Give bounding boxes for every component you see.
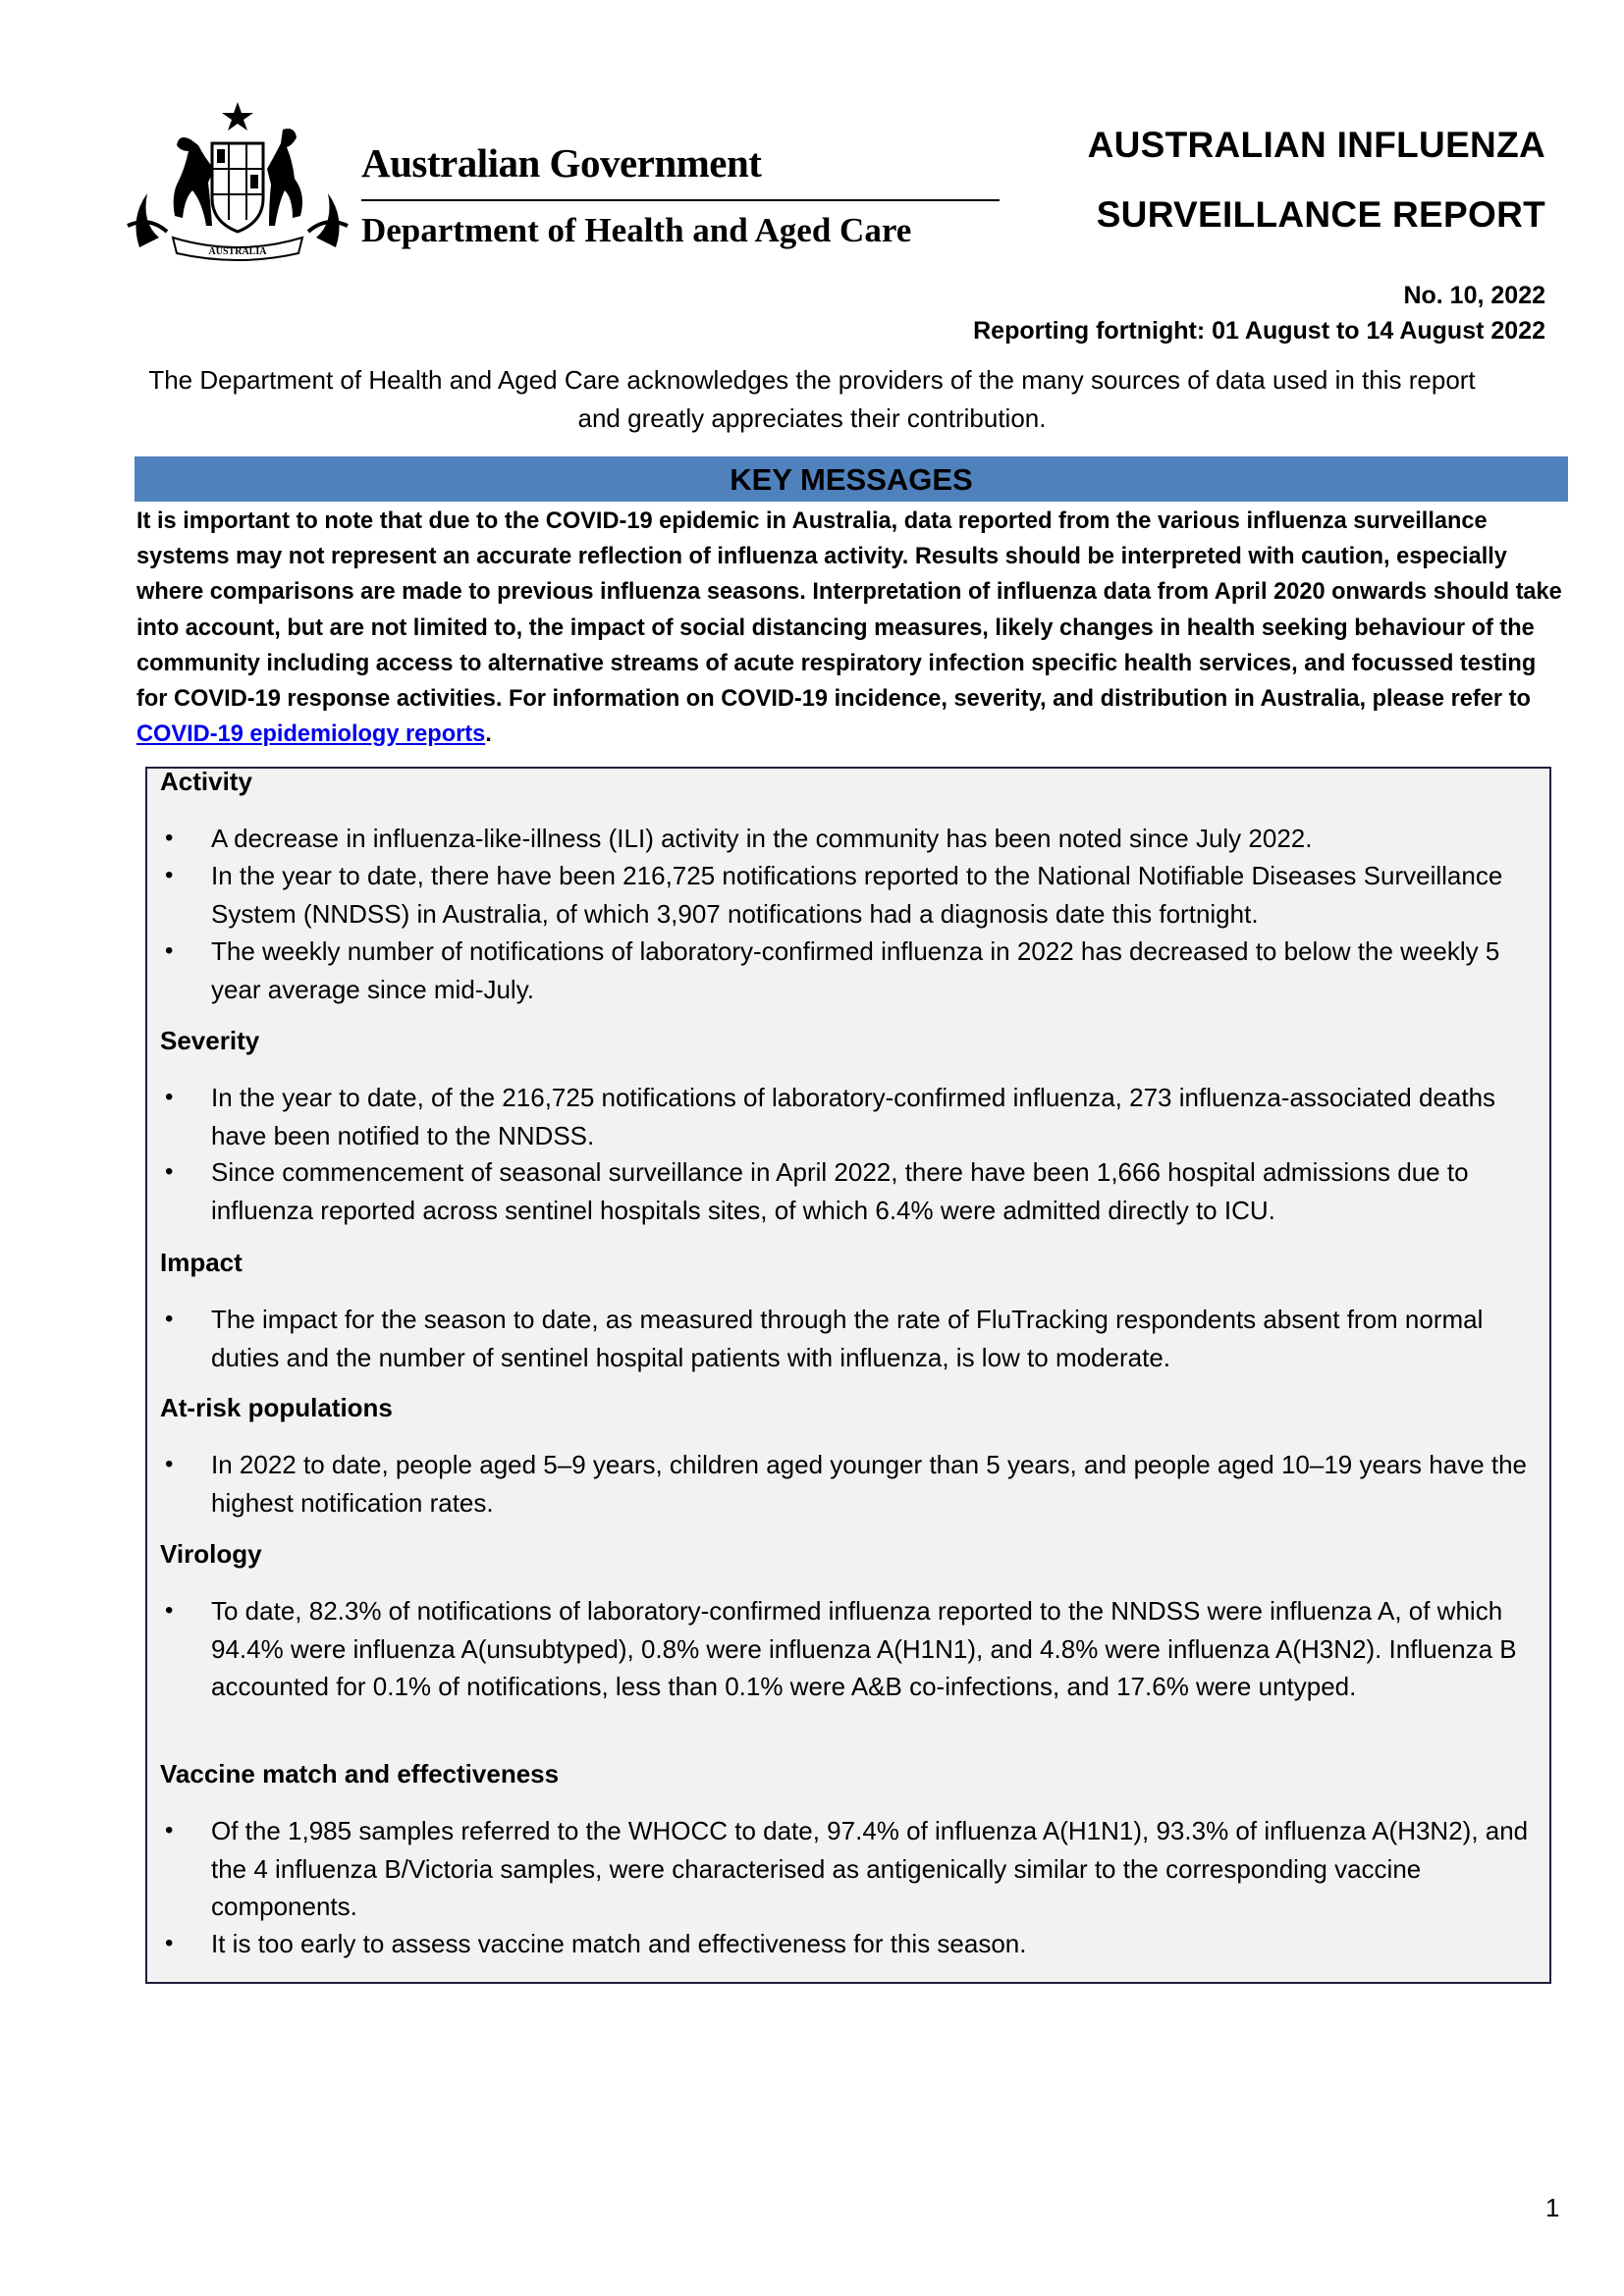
- section-heading-severity: Severity: [160, 1026, 260, 1055]
- government-name: Australian Government: [361, 140, 762, 186]
- key-messages-heading: KEY MESSAGES: [135, 456, 1568, 502]
- report-issue-info: [973, 278, 1545, 348]
- intro-end: .: [485, 721, 492, 748]
- section-heading-virology: Virology: [160, 1539, 262, 1569]
- section-heading-activity: Activity: [160, 767, 252, 796]
- report-title-line-2: SURVEILLANCE REPORT: [1096, 194, 1545, 235]
- list-item: • The weekly number of notifications of laboratory-confirmed influenza in 2022 has decreased to below the weekly 5 year average since mid-July.: [211, 933, 1546, 1008]
- covid-epidemiology-reports-link[interactable]: COVID-19 epidemiology reports: [136, 721, 486, 748]
- reporting-period: Reporting fortnight: 01 August to 14 August 2022: [973, 317, 1545, 345]
- page-number: 1: [1545, 2193, 1560, 2222]
- coat-of-arms-logo: [120, 100, 355, 265]
- section-heading-at-risk: At-risk populations: [160, 1393, 393, 1422]
- department-name: Department of Health and Aged Care: [361, 211, 912, 249]
- header-divider: [361, 199, 1000, 201]
- acknowledgement-text: The Department of Health and Aged Care acknowledges the providers of the many sources of data used in this report and greatly appreciates their contribution.: [148, 365, 1476, 433]
- list-item: • The impact for the season to date, as measured through the rate of FluTracking respondents absent from normal duties and the number of sentinel hospital patients with influenza, is low to moderate.: [211, 1301, 1546, 1376]
- list-item: • Since commencement of seasonal surveillance in April 2022, there have been 1,666 hospital admissions due to influenza reported across sentinel hospitals sites, of which 6.4% were admitted directly to ICU.: [211, 1153, 1546, 1229]
- intro-text: It is important to note that due to the COVID-19 epidemic in Australia, data reported from the various influenza surveillance systems may not represent an accurate reflection of influenza activity. Results should be interpreted with caution, especially where comparisons are made to previous influenza seasons. Interpretation of influenza data from April 2020 onwards should take into account, but are not limited to, the impact of social distancing measures, likely changes in health seeking behaviour of the community including access to alternative streams of acute respiratory infection specific health services, and focussed testing for COVID-19 response activities. For information on COVID-19 incidence, severity, and distribution in Australia, please refer to: [136, 508, 1562, 713]
- list-item: • In the year to date, there have been 216,725 notifications reported to the National Notifiable Diseases Surveillance System (NNDSS) in Australia, of which 3,907 notifications had a diagnosis date this fortnight.: [211, 857, 1546, 933]
- list-item: • It is too early to assess vaccine match and effectiveness for this season.: [211, 1925, 1546, 1963]
- list-item: • A decrease in influenza-like-illness (ILI) activity in the community has been noted since July 2022.: [211, 820, 1546, 858]
- report-title-line-1: AUSTRALIAN INFLUENZA: [1087, 125, 1545, 165]
- list-item: • In the year to date, of the 216,725 notifications of laboratory-confirmed influenza, 273 influenza-associated deaths have been notified to the NNDSS.: [211, 1079, 1546, 1154]
- report-number: No. 10, 2022: [1403, 282, 1545, 309]
- report-title: [1035, 110, 1545, 249]
- list-item: • To date, 82.3% of notifications of laboratory-confirmed influenza reported to the NNDSS were influenza A, of which 94.4% were influenza A(unsubtyped), 0.8% were influenza A(H1N1), and 4.8% were influenza A(H3N2). Influenza B accounted for 0.1% of notifications, less than 0.1% were A&B co-infections, and 17.6% were untyped.: [211, 1592, 1546, 1706]
- section-heading-vaccine: Vaccine match and effectiveness: [160, 1759, 560, 1789]
- list-item: • Of the 1,985 samples referred to the WHOCC to date, 97.4% of influenza A(H1N1), 93.3% of influenza A(H3N2), and the 4 influenza B/Victoria samples, were characterised as antigenically similar to the corresponding vaccine components.: [211, 1812, 1546, 1926]
- list-item: • In 2022 to date, people aged 5–9 years, children aged younger than 5 years, and people aged 10–19 years have the highest notification rates.: [211, 1446, 1546, 1522]
- section-heading-impact: Impact: [160, 1248, 243, 1277]
- crest-scroll-text: AUSTRALIA: [208, 246, 267, 257]
- key-messages-intro: [136, 504, 1572, 752]
